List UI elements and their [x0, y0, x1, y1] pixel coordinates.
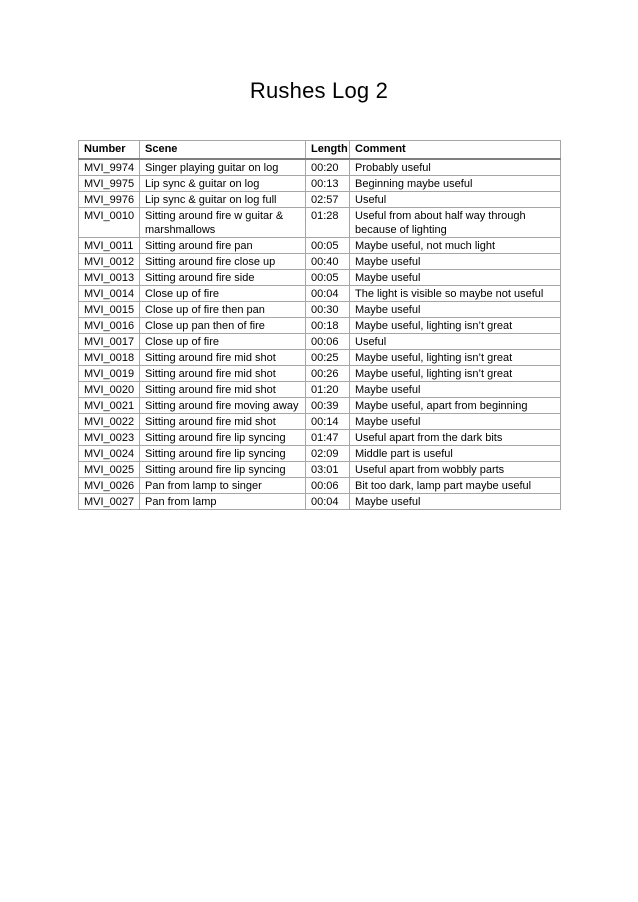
cell-length: 00:04 — [306, 494, 350, 510]
header-number: Number — [79, 141, 140, 160]
table-row — [79, 286, 561, 302]
table-row — [79, 398, 561, 414]
cell-number: MVI_0026 — [79, 478, 140, 494]
cell-number: MVI_0020 — [79, 382, 140, 398]
cell-length: 02:57 — [306, 192, 350, 208]
cell-length: 00:26 — [306, 366, 350, 382]
cell-comment: Maybe useful, apart from beginning — [350, 398, 561, 414]
table-row — [79, 238, 561, 254]
cell-scene: Lip sync & guitar on log full — [140, 192, 306, 208]
cell-scene: Close up of fire — [140, 286, 306, 302]
cell-number: MVI_0016 — [79, 318, 140, 334]
cell-length: 00:18 — [306, 318, 350, 334]
cell-comment: Useful — [350, 192, 561, 208]
table-row — [79, 159, 561, 176]
rushes-log-table — [78, 140, 561, 510]
cell-scene: Pan from lamp — [140, 494, 306, 510]
cell-comment: Maybe useful — [350, 254, 561, 270]
cell-comment: Maybe useful — [350, 494, 561, 510]
cell-number: MVI_0023 — [79, 430, 140, 446]
cell-scene: Sitting around fire mid shot — [140, 366, 306, 382]
cell-length: 00:25 — [306, 350, 350, 366]
cell-scene: Close up pan then of fire — [140, 318, 306, 334]
cell-number: MVI_9976 — [79, 192, 140, 208]
cell-length: 00:04 — [306, 286, 350, 302]
cell-length: 00:14 — [306, 414, 350, 430]
table-row — [79, 366, 561, 382]
table-row — [79, 270, 561, 286]
cell-scene: Sitting around fire w guitar & marshmallows — [140, 208, 306, 238]
cell-scene: Pan from lamp to singer — [140, 478, 306, 494]
cell-number: MVI_0019 — [79, 366, 140, 382]
cell-length: 01:28 — [306, 208, 350, 238]
header-length: Length — [306, 141, 350, 160]
cell-number: MVI_0011 — [79, 238, 140, 254]
cell-comment: Probably useful — [350, 159, 561, 176]
cell-length: 00:39 — [306, 398, 350, 414]
cell-comment: Maybe useful, lighting isn’t great — [350, 366, 561, 382]
cell-length: 00:06 — [306, 478, 350, 494]
cell-scene: Lip sync & guitar on log — [140, 176, 306, 192]
cell-length: 02:09 — [306, 446, 350, 462]
cell-comment: Maybe useful, not much light — [350, 238, 561, 254]
cell-comment: Useful from about half way through because of lighting — [350, 208, 561, 238]
cell-comment: Maybe useful — [350, 302, 561, 318]
cell-scene: Sitting around fire lip syncing — [140, 446, 306, 462]
cell-number: MVI_0014 — [79, 286, 140, 302]
cell-number: MVI_0022 — [79, 414, 140, 430]
cell-number: MVI_0021 — [79, 398, 140, 414]
table-row — [79, 176, 561, 192]
table-row — [79, 430, 561, 446]
cell-comment: Bit too dark, lamp part maybe useful — [350, 478, 561, 494]
table-row — [79, 350, 561, 366]
cell-comment: Maybe useful, lighting isn’t great — [350, 350, 561, 366]
table-row — [79, 478, 561, 494]
table-row — [79, 414, 561, 430]
table-row — [79, 302, 561, 318]
cell-comment: The light is visible so maybe not useful — [350, 286, 561, 302]
cell-number: MVI_0018 — [79, 350, 140, 366]
cell-scene: Close up of fire — [140, 334, 306, 350]
cell-length: 00:13 — [306, 176, 350, 192]
header-scene: Scene — [140, 141, 306, 160]
table-row — [79, 446, 561, 462]
cell-number: MVI_0025 — [79, 462, 140, 478]
cell-number: MVI_9975 — [79, 176, 140, 192]
table-row — [79, 494, 561, 510]
page-title: Rushes Log 2 — [249, 78, 389, 103]
cell-number: MVI_0027 — [79, 494, 140, 510]
cell-number: MVI_0015 — [79, 302, 140, 318]
cell-scene: Sitting around fire side — [140, 270, 306, 286]
cell-scene: Sitting around fire mid shot — [140, 414, 306, 430]
cell-number: MVI_0017 — [79, 334, 140, 350]
cell-scene: Sitting around fire mid shot — [140, 350, 306, 366]
cell-comment: Useful apart from wobbly parts — [350, 462, 561, 478]
cell-number: MVI_0012 — [79, 254, 140, 270]
cell-number: MVI_0024 — [79, 446, 140, 462]
table-row — [79, 208, 561, 238]
cell-scene: Sitting around fire mid shot — [140, 382, 306, 398]
cell-length: 00:20 — [306, 159, 350, 176]
cell-comment: Maybe useful — [350, 414, 561, 430]
cell-number: MVI_9974 — [79, 159, 140, 176]
table-row — [79, 254, 561, 270]
cell-comment: Maybe useful, lighting isn’t great — [350, 318, 561, 334]
cell-comment: Maybe useful — [350, 382, 561, 398]
table-row — [79, 334, 561, 350]
cell-scene: Sitting around fire moving away — [140, 398, 306, 414]
cell-scene: Sitting around fire lip syncing — [140, 462, 306, 478]
table-row — [79, 192, 561, 208]
cell-length: 00:40 — [306, 254, 350, 270]
cell-length: 00:05 — [306, 238, 350, 254]
table-row — [79, 382, 561, 398]
cell-length: 00:30 — [306, 302, 350, 318]
cell-comment: Useful apart from the dark bits — [350, 430, 561, 446]
cell-length: 00:05 — [306, 270, 350, 286]
cell-comment: Middle part is useful — [350, 446, 561, 462]
cell-length: 03:01 — [306, 462, 350, 478]
table-row — [79, 462, 561, 478]
cell-scene: Sitting around fire pan — [140, 238, 306, 254]
cell-length: 01:20 — [306, 382, 350, 398]
table-row — [79, 318, 561, 334]
cell-scene: Close up of fire then pan — [140, 302, 306, 318]
cell-length: 01:47 — [306, 430, 350, 446]
cell-comment: Beginning maybe useful — [350, 176, 561, 192]
header-comment: Comment — [350, 141, 561, 160]
cell-length: 00:06 — [306, 334, 350, 350]
cell-scene: Sitting around fire close up — [140, 254, 306, 270]
cell-scene: Sitting around fire lip syncing — [140, 430, 306, 446]
cell-comment: Maybe useful — [350, 270, 561, 286]
table-header-row — [79, 141, 561, 160]
cell-comment: Useful — [350, 334, 561, 350]
cell-number: MVI_0013 — [79, 270, 140, 286]
cell-scene: Singer playing guitar on log — [140, 159, 306, 176]
cell-number: MVI_0010 — [79, 208, 140, 238]
